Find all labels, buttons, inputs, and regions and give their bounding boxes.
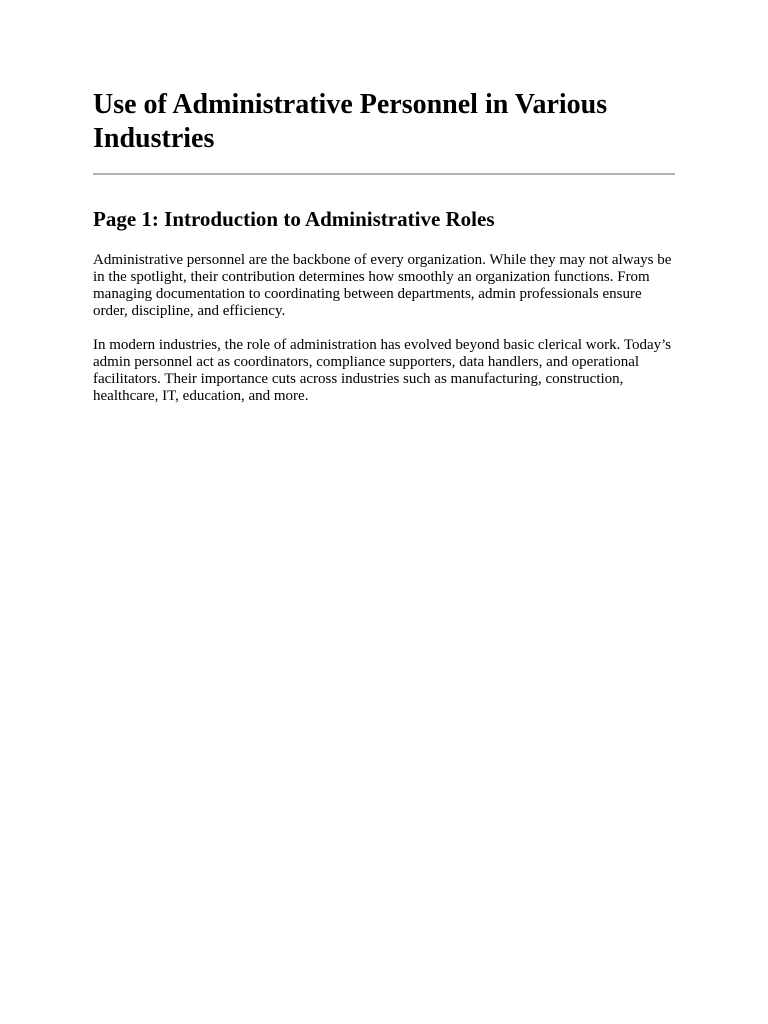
- document-title: Use of Administrative Personnel in Various Industries: [93, 89, 608, 154]
- document-page: [93, 0, 675, 405]
- section-introduction: [93, 206, 675, 405]
- paragraph: In modern industries, the role of administration has evolved beyond basic clerical work. Today’s admin personnel act as coordinators, compliance supporters, data handlers, and operational facilitators. Their importance cuts across industries such as manufacturing, construction, healthcare, IT, education, and more.: [93, 337, 672, 404]
- title-divider: [93, 173, 675, 175]
- section-heading: Page 1: Introduction to Administrative Roles: [93, 207, 495, 231]
- paragraph: Administrative personnel are the backbone of every organization. While they may not always be in the spotlight, their contribution determines how smoothly an organization functions. From managing documentation to coordinating between departments, admin professionals ensure order, discipline, and efficiency.: [93, 252, 672, 319]
